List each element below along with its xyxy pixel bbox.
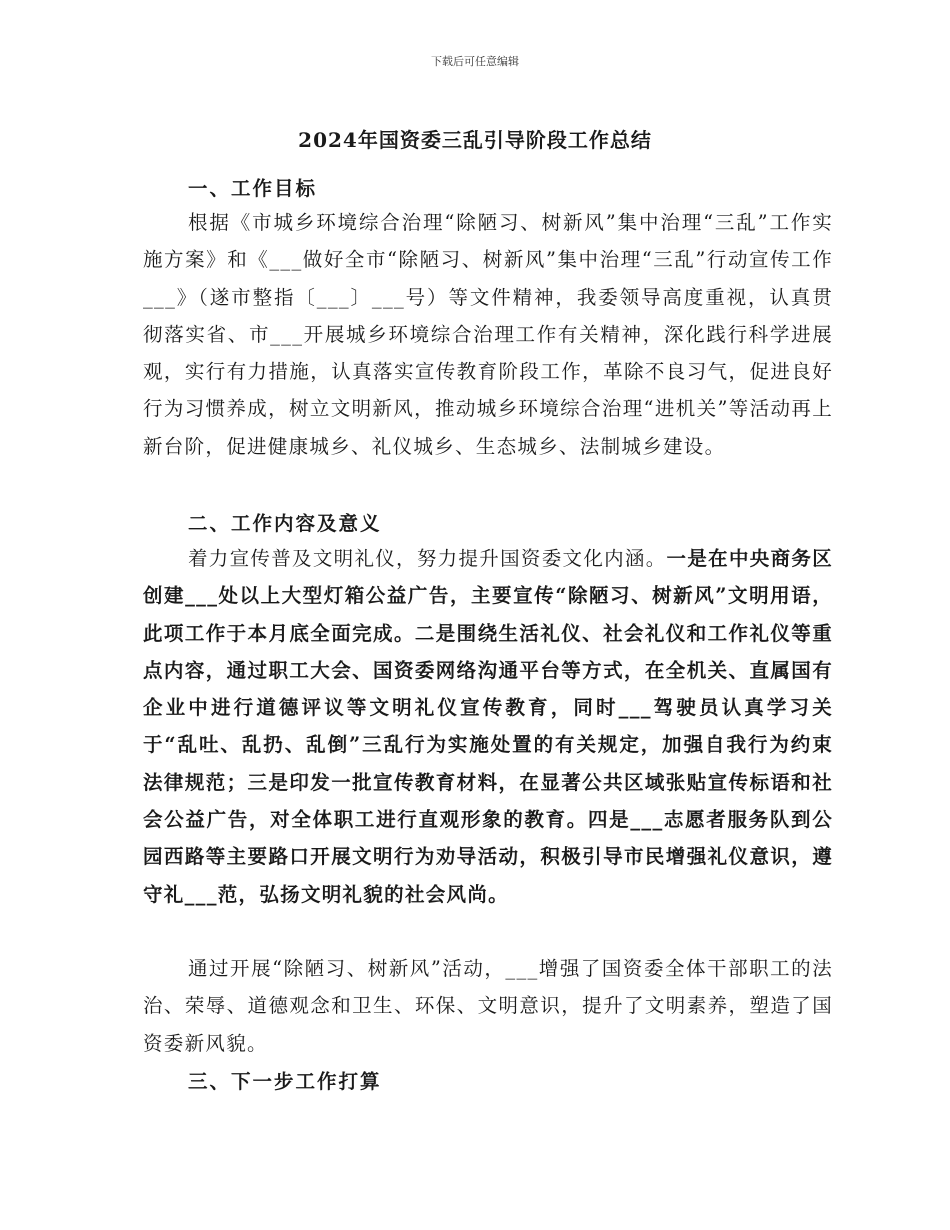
section-2-intro-text: 着力宣传普及文明礼仪，努力提升国资委文化内涵。 xyxy=(188,547,667,570)
section-heading-1: 一、工作目标 xyxy=(188,177,318,200)
section-heading-3: 三、下一步工作打算 xyxy=(188,1070,382,1093)
header-note: 下载后可任意编辑 xyxy=(431,55,519,68)
section-2-bold-text: 一是在中央商务区创建___处以上大型灯箱公益广告，主要宣传“除陋习、树新风”文明用语，此项工作于本月底全面完成。二是围绕生活礼仪、社会礼仪和工作礼仪等重点内容，通过职工大会、国资委网络沟通平台等方式，在全机关、直属国有企业中进行道德评议等文明礼仪宣传教育，同时___驾驶员认真学习关于“乱吐、乱扔、乱倒”三乱行为实施处置的有关规定，加强自我行为约束法律规范；三是印发一批宣传教育材料，在显著公共区域张贴宣传标语和社会公益广告，对全体职工进行直观形象的教育。四是___志愿者服务队到公园西路等主要路口开展文明行为劝导活动，积极引导市民增强礼仪意识，遵守礼___范，弘扬文明礼貌的社会风尚。 xyxy=(143,547,833,906)
document-title: 2024年国资委三乱引导阶段工作总结 xyxy=(298,128,652,152)
section-2-paragraph-1 xyxy=(143,540,833,913)
section-1-paragraph: 根据《市城乡环境综合治理“除陋习、树新风”集中治理“三乱”工作实施方案》和《___做好全市“除陋习、树新风”集中治理“三乱”行动宣传工作___》（遂市整指〔___〕___号）等文件精神，我委领导高度重视，认真贯彻落实省、市___开展城乡环境综合治理工作有关精神，深化践行科学进展观，实行有力措施，认真落实宣传教育阶段工作，革除不良习气，促进良好行为习惯养成，树立文明新风，推动城乡环境综合治理“进机关”等活动再上新台阶，促进健康城乡、礼仪城乡、生态城乡、法制城乡建设。 xyxy=(143,211,833,458)
section-2-paragraph-2: 通过开展“除陋习、树新风”活动，___增强了国资委全体干部职工的法治、荣辱、道德观念和卫生、环保、文明意识，提升了文明素养，塑造了国资委新风貌。 xyxy=(143,957,833,1055)
section-heading-2: 二、工作内容及意义 xyxy=(188,512,382,535)
